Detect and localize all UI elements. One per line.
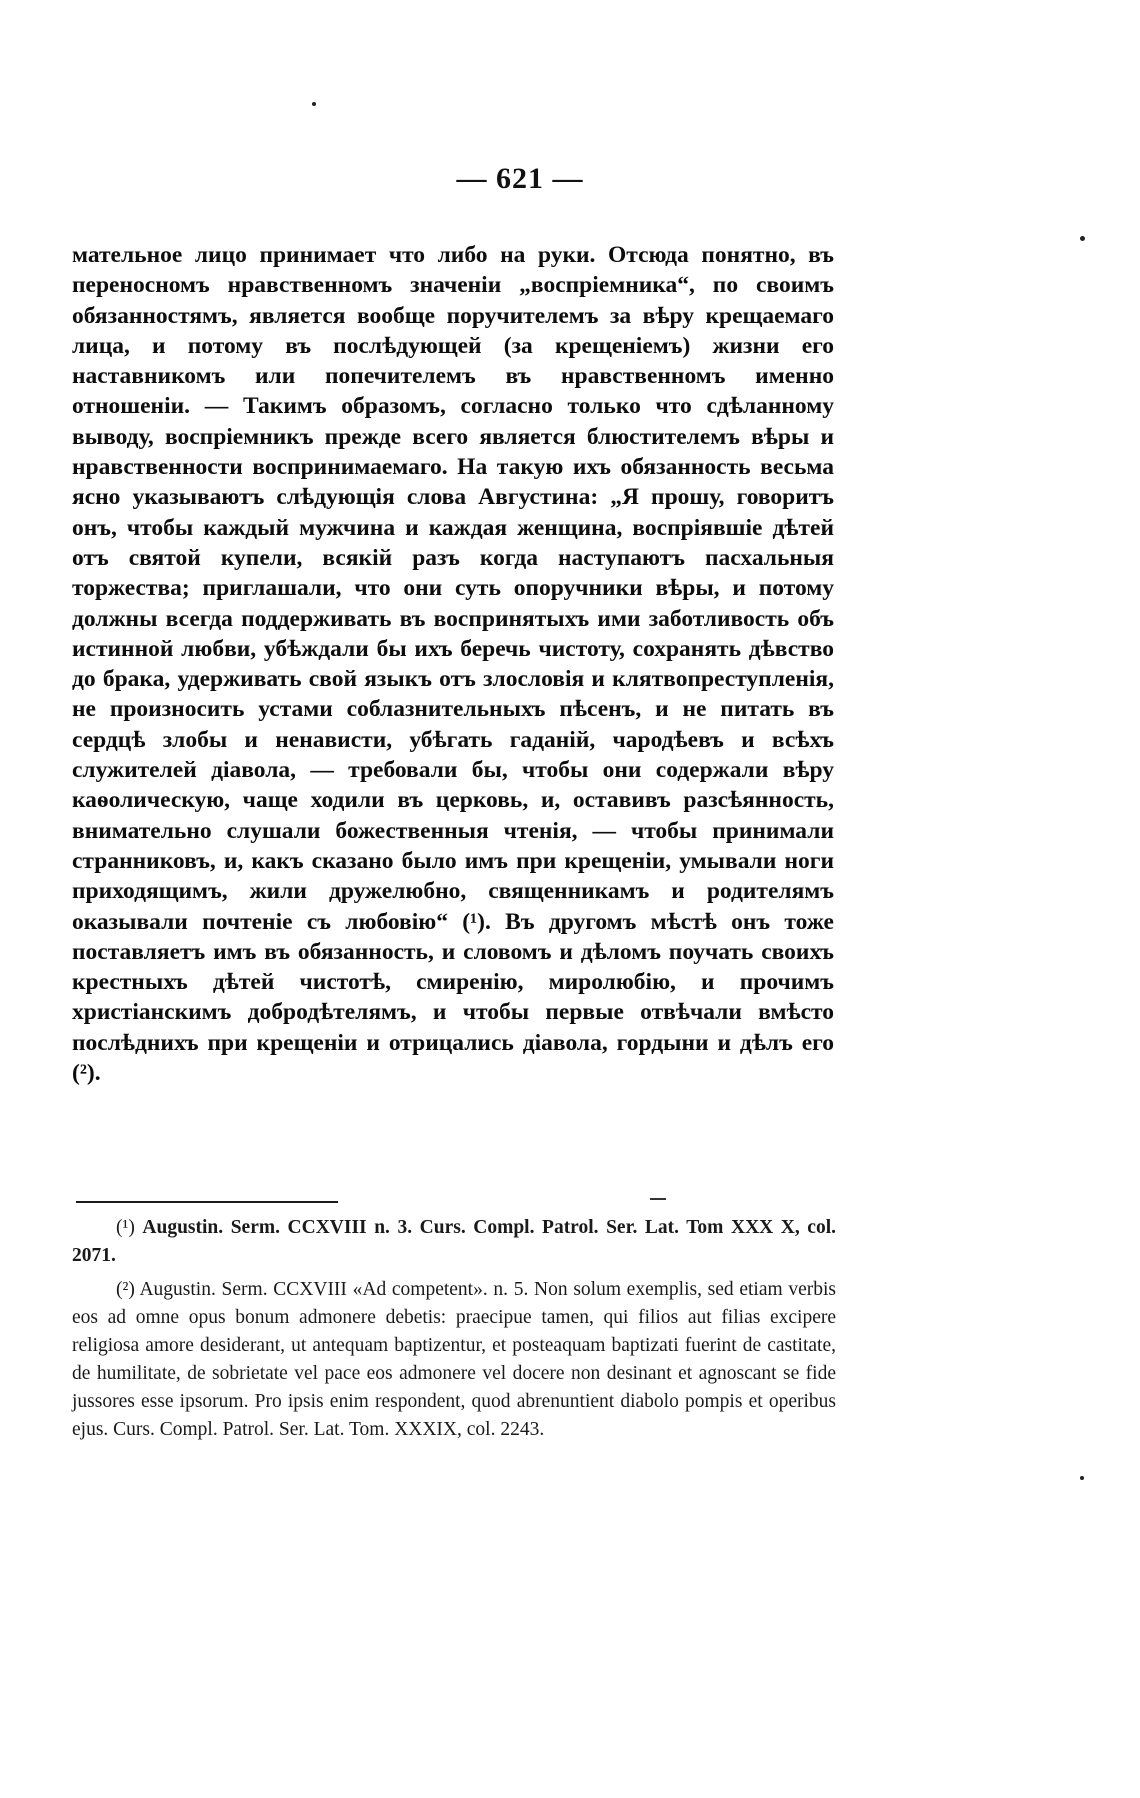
footnote-marker: (¹) bbox=[116, 1217, 135, 1238]
footnote-marker: (²) bbox=[116, 1279, 135, 1300]
footnote-text: Augustin. Serm. CCXVIII n. 3. Curs. Compl. Patrol. Ser. Lat. Tom XXX X, col. 2071. bbox=[72, 1217, 837, 1266]
page-number: — 621 — bbox=[456, 162, 584, 195]
main-body-text bbox=[72, 240, 834, 1088]
scan-speck bbox=[312, 102, 316, 106]
scan-dash-mark bbox=[650, 1198, 666, 1200]
footnotes bbox=[72, 1214, 836, 1450]
footnote-text: Augustin. Serm. CCXVIII «Ad competent». n. 5. Non solum exemplis, sed etiam verbis eos ad omne opus bonum admonere debetis: praecipue tamen, qui filios aut filias excipere religiosa amore desiderant, ut antequam baptizentur, et posteaquam baptizati fuerint de castitate, de humilitate, de sobrietate vel pace eos admonere vel docere non desinant et agnoscant se fide jussores esse ipsorum. Pro ipsis enim respondent, quod abrenuntient diabolo pompis et operibus ejus. Curs. Compl. Patrol. Ser. Lat. Tom. XXXIX, col. 2243. bbox=[72, 1279, 836, 1440]
footnote-separator bbox=[76, 1201, 338, 1203]
scan-speck bbox=[1080, 236, 1085, 241]
scan-speck bbox=[1080, 1476, 1084, 1480]
footnote-1 bbox=[72, 1214, 836, 1270]
body-paragraph: мательное лицо принимает что либо на руки. Отсюда понятно, въ переносномъ нравственномъ значеніи „воспріемника“, по своимъ обязанностямъ, является вообще поручителемъ за вѣру крещаемаго лица, и потому въ послѣдующей (за крещеніемъ) жизни его наставникомъ или попечителемъ въ нравственномъ именно отношеніи. — Такимъ образомъ, согласно только что сдѣланному выводу, воспріемникъ прежде всего является блюстителемъ вѣры и нравственности воспринимаемаго. На такую ихъ обязанность весьма ясно указываютъ слѣдующія слова Августина: „Я прошу, говоритъ онъ, чтобы каждый мужчина и каждая женщина, воспріявшіе дѣтей отъ святой купели, всякій разъ когда наступаютъ пасхальныя торжества; приглашали, что они суть опоручники вѣры, и потому должны всегда поддерживать въ воспринятыхъ ими заботливость объ истинной любви, убѣждали бы ихъ беречь чистоту, сохранять дѣвство до брака, удерживать свой языкъ отъ злословія и клятвопреступленія, не произносить устами соблазнительныхъ пѣсенъ, и не питать въ сердцѣ злобы и ненависти, убѣгать гаданій, чародѣевъ и всѣхъ служителей діавола, — требовали бы, чтобы они содержали вѣру каѳолическую, чаще ходили въ церковь, и, оставивъ разсѣянность, внимательно слушали божественныя чтенія, — чтобы принимали странниковъ, и, какъ сказано было имъ при крещеніи, умывали ноги приходящимъ, жили дружелюбно, священникамъ и родителямъ оказывали почтеніе съ любовію“ (¹). Въ другомъ мѣстѣ онъ тоже поставляетъ имъ въ обязанность, и словомъ и дѣломъ поучать своихъ крестныхъ дѣтей чистотѣ, смиренію, миролюбію, и прочимъ христіанскимъ добродѣтелямъ, и чтобы первые отвѣчали вмѣсто послѣднихъ при крещеніи и отрицались діавола, гордыни и дѣлъ его (²). bbox=[72, 242, 834, 1087]
footnote-2 bbox=[72, 1276, 836, 1444]
